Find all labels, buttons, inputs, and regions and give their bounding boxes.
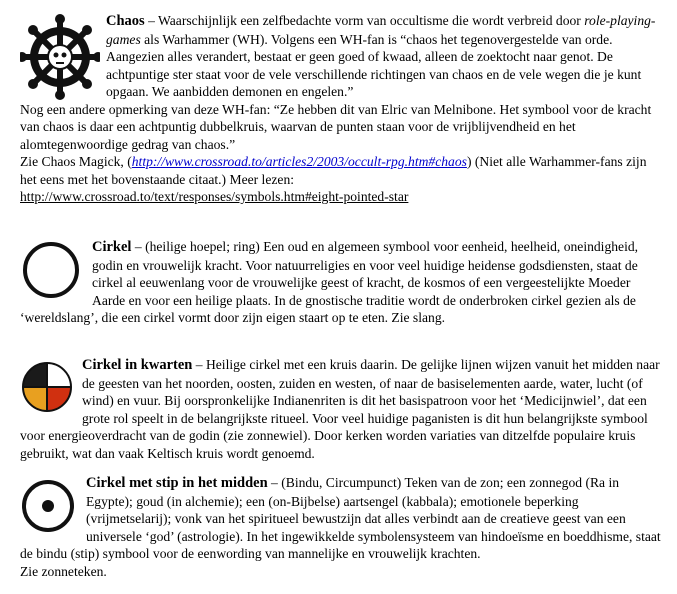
chaos-paragraph-1 <box>20 12 665 101</box>
stip-text: – (Bindu, Circumpunct) Teken van de zon; een zonnegod (Ra in Egypte); goud (in alchemie); een (on-Bijbelse) aartsengel (kabbala); emotionele beperking (vrijmetselarij); vonk van het spiritueel bewustzijn dat alles verbindt aan de creatieve geest van een universele ‘god’ (astrologie). In het ingewikkelde symbolensysteem van hindoeïsme en boeddhisme, staat de bindu (stip) symbool voor de eenwording van mannelijke en vrouwelijk krachten. <box>20 475 661 561</box>
stip-title: Cirkel met stip in het midden <box>86 475 268 491</box>
cirkel-text: – (heilige hoepel; ring) Een oud en algemeen symbool voor eenheid, heelheid, oneindigheid, godin en vrouwelijk kracht. Voor natuurreligies en voor veel huidige heidense godsdiensten, staat de cirkel al eeuwenlang voor de vrouwelijke geest of kracht, de kosmos of een vergeestelijkte Moeder Aarde en voor een heilige plaats. In de gnostische traditie wordt de onderbroken cirkel gezien als de ‘wereldslang’, die een cirkel vormt door zijn eigen staart op te eten. Zie slang. <box>20 239 639 325</box>
kwarten-title: Cirkel in kwarten <box>82 357 193 373</box>
chaos-paragraph-2: Nog een andere opmerking van deze WH-fan: “Ze hebben dit van Elric van Melnibone. Het symbool voor de kracht van chaos is daar een achtpuntig dubbelkruis, waarvan de punten staan voor de vrijblijvendheid en het alomtegenwoordige gedrag van chaos.” <box>20 101 652 152</box>
symbols-link[interactable]: http://www.crossroad.to/text/responses/symbols.htm#eight-pointed-star <box>20 189 409 204</box>
kwarten-text: – Heilige cirkel met een kruis daarin. De gelijke lijnen wijzen vanuit het midden naar de geesten van het noorden, oosten, zuiden en westen, of naar de basiselementen aarde, water, lucht (of wind) en vuur. Bij oorspronkelijke Indianenriten is dit het basispatroon voor het ‘Medicijnwiel’, dat een grote rol speelt in de belangrijkste ritueel. Voor veel huidige paganisten is dit hun belangrijkste symbool voor energieoverdracht van de godin (zie zonnewiel). Door kerken worden variaties van ditzelfde populaire kruis gebruikt, wat dan vaak Keltisch kruis wordt genoemd. <box>20 357 660 461</box>
chaos-wheel-icon <box>20 14 100 100</box>
cirkel-paragraph <box>20 238 665 327</box>
circle-icon <box>20 240 86 300</box>
chaos-see-text: Zie Chaos Magick, ( <box>20 154 132 169</box>
entry-kwarten <box>20 356 665 462</box>
kwarten-paragraph <box>20 356 665 462</box>
stip-paragraph <box>20 474 665 563</box>
chaos-magick-link[interactable]: http://www.crossroad.to/articles2/2003/occult-rpg.htm#chaos <box>131 154 467 169</box>
chaos-text-a: – Waarschijnlijk een zelfbedachte vorm van occultisme die wordt verbreid door <box>144 13 585 28</box>
chaos-paragraph-3 <box>20 153 665 188</box>
cirkel-title: Cirkel <box>92 239 132 255</box>
entry-cirkel <box>20 238 665 327</box>
chaos-note-text: ) (Niet alle Warhammer-fans zijn het eens met het bovenstaande citaat.) Meer lezen: <box>20 154 647 187</box>
chaos-paragraph-4 <box>20 188 665 206</box>
chaos-title: Chaos <box>106 13 145 29</box>
entry-stip <box>20 474 665 580</box>
quartered-circle-icon <box>20 358 76 416</box>
circumpunct-icon <box>20 476 80 536</box>
chaos-text-italic: role-playing-games <box>106 13 656 47</box>
chaos-text-b: als Warhammer (WH). Volgens een WH-fan is “chaos het tegenovergestelde van orde. Aangezien alles verandert, bestaat er geen goed of kwaad, alleen de zoektocht naar genot. De achtpuntige ster staat voor de vele verschillende richtingen van chaos en de vele wegen die je kunt opgaan. We aanbidden demonen en engelen.” <box>106 31 642 99</box>
stip-see-also: Zie zonneteken. <box>20 563 107 579</box>
entry-chaos <box>20 12 665 206</box>
